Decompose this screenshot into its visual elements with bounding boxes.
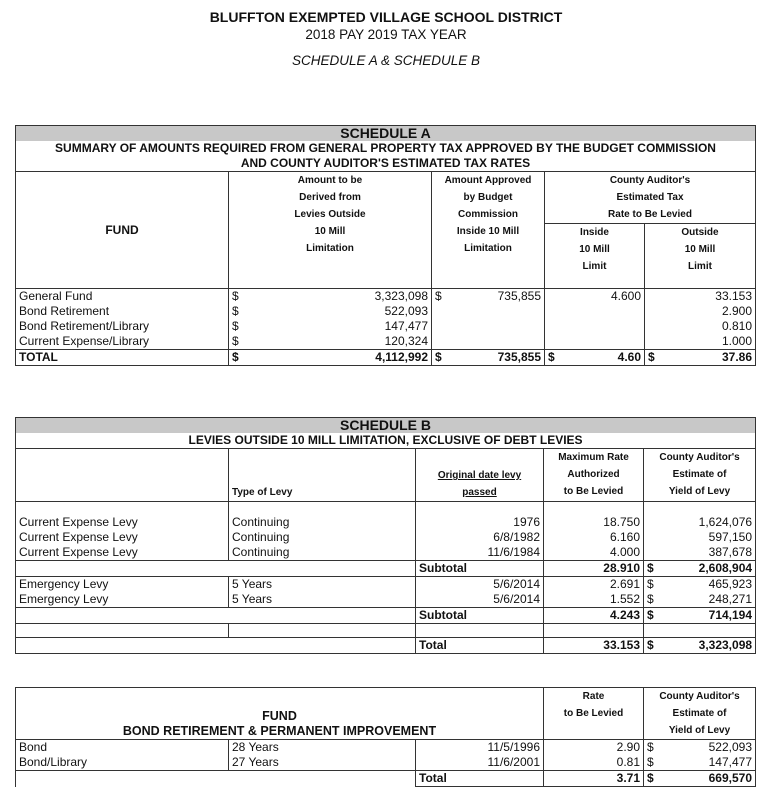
levy-rate: 18.750 (544, 515, 644, 530)
total-rate: 3.71 (544, 771, 644, 787)
document-subtitle: 2018 PAY 2019 TAX YEAR (305, 27, 467, 42)
schedule-a-table (15, 125, 756, 366)
levy-type: Continuing (229, 515, 416, 530)
col-rate-header: Rate to Be Levied (544, 688, 644, 740)
fund-name: Bond Retirement (16, 304, 229, 319)
subtotal-rate: 28.910 (544, 561, 644, 577)
bond-yield: $ 147,477 (644, 755, 756, 771)
col-fund-header: FUND (16, 172, 229, 289)
levy-type: 5 Years (229, 592, 416, 608)
total-label: TOTAL (16, 350, 229, 366)
levy-yield: $ 465,923 (644, 577, 756, 593)
approved-amount: $ 735,855 (432, 289, 545, 305)
levy-name: Current Expense Levy (16, 515, 229, 530)
schedule-a-total-row (16, 350, 756, 366)
outside-rate: 2.900 (645, 304, 756, 319)
bond-date: 11/5/1996 (416, 740, 544, 756)
inside-rate (545, 334, 645, 350)
approved-amount (432, 304, 545, 319)
total-yield: $ 669,570 (644, 771, 756, 787)
outside-amount: $ 147,477 (229, 319, 432, 334)
fund-name: General Fund (16, 289, 229, 305)
levy-rate: 1.552 (544, 592, 644, 608)
inside-rate (545, 304, 645, 319)
total-rate: 33.153 (544, 638, 644, 654)
bond-name: Bond/Library (16, 755, 229, 771)
outside-amount: $ 120,324 (229, 334, 432, 350)
bond-name: Bond (16, 740, 229, 756)
levy-row (16, 592, 756, 608)
schedule-b-caption: LEVIES OUTSIDE 10 MILL LIMITATION, EXCLUSIVE OF DEBT LEVIES (16, 433, 756, 449)
subtotal-label: Subtotal (416, 608, 544, 624)
col-date-header: Original date levy passed (416, 449, 544, 502)
levy-row (16, 545, 756, 561)
approved-amount (432, 334, 545, 350)
total-inside: $ 4.60 (545, 350, 645, 366)
levy-name: Current Expense Levy (16, 530, 229, 545)
levy-rate: 4.000 (544, 545, 644, 561)
levy-rate: 2.691 (544, 577, 644, 593)
levy-name: Current Expense Levy (16, 545, 229, 561)
total-yield: $ 3,323,098 (644, 638, 756, 654)
outside-rate: 1.000 (645, 334, 756, 350)
levy-type: 5 Years (229, 577, 416, 593)
col-auditor-header: County Auditor's Estimated Tax Rate to Be Levied (545, 172, 756, 224)
fund-name: Current Expense/Library (16, 334, 229, 350)
col-approved-header: Amount Approved by Budget Commission Inside 10 Mill Limitation (432, 172, 545, 289)
levy-type: Continuing (229, 530, 416, 545)
subtotal-yield: $ 714,194 (644, 608, 756, 624)
subtotal-row (16, 561, 756, 577)
outside-rate: 0.810 (645, 319, 756, 334)
schedule-a-row (16, 289, 756, 305)
levy-row (16, 577, 756, 593)
total-label: Total (416, 771, 544, 787)
levy-yield: 1,624,076 (644, 515, 756, 530)
inside-rate: 4.600 (545, 289, 645, 305)
total-outside: $ 4,112,992 (229, 350, 432, 366)
schedules-heading: SCHEDULE A & SCHEDULE B (291, 53, 481, 68)
approved-amount (432, 319, 545, 334)
subtotal-yield: $ 2,608,904 (644, 561, 756, 577)
blank-header-cell (16, 449, 229, 502)
document-title: BLUFFTON EXEMPTED VILLAGE SCHOOL DISTRICT (209, 9, 563, 25)
col-max-rate-header: Maximum Rate Authorized to Be Levied (544, 449, 644, 502)
outside-amount: $ 522,093 (229, 304, 432, 319)
total-outside-rate: $ 37.86 (645, 350, 756, 366)
schedule-a-band: SCHEDULE A (16, 126, 756, 142)
col-type-header: Type of Levy (229, 449, 416, 502)
levy-rate: 6.160 (544, 530, 644, 545)
inside-rate (545, 319, 645, 334)
levy-row (16, 530, 756, 545)
levy-type: Continuing (229, 545, 416, 561)
levy-date: 11/6/1984 (416, 545, 544, 561)
bond-rate: 0.81 (544, 755, 644, 771)
bond-table (15, 687, 756, 787)
schedule-b-band: SCHEDULE B (16, 418, 756, 434)
levy-yield: 597,150 (644, 530, 756, 545)
col-inside-header: Inside 10 Mill Limit (545, 224, 645, 289)
bond-term: 27 Years (229, 755, 416, 771)
subtotal-label: Subtotal (416, 561, 544, 577)
fund-name: Bond Retirement/Library (16, 319, 229, 334)
levy-name: Emergency Levy (16, 592, 229, 608)
total-approved: $ 735,855 (432, 350, 545, 366)
col-outside-header: Amount to be Derived from Levies Outside 10 Mill Limitation (229, 172, 432, 289)
outside-amount: $ 3,323,098 (229, 289, 432, 305)
schedule-a-row (16, 319, 756, 334)
outside-rate: 33.153 (645, 289, 756, 305)
bond-row (16, 755, 756, 771)
bond-rate: 2.90 (544, 740, 644, 756)
bond-yield: $ 522,093 (644, 740, 756, 756)
col-yield-header: County Auditor's Estimate of Yield of Levy (644, 688, 756, 740)
schedule-a-row (16, 304, 756, 319)
schedule-b-table (15, 417, 756, 654)
bond-date: 11/6/2001 (416, 755, 544, 771)
schedule-b-total-row (16, 638, 756, 654)
levy-name: Emergency Levy (16, 577, 229, 593)
bond-total-row (16, 771, 756, 787)
bond-term: 28 Years (229, 740, 416, 756)
levy-row (16, 515, 756, 530)
levy-yield: 387,678 (644, 545, 756, 561)
levy-date: 5/6/2014 (416, 592, 544, 608)
bond-row (16, 740, 756, 756)
levy-date: 5/6/2014 (416, 577, 544, 593)
total-label: Total (416, 638, 544, 654)
bond-header: FUND BOND RETIREMENT & PERMANENT IMPROVEMENT (16, 688, 544, 740)
schedule-a-caption: SUMMARY OF AMOUNTS REQUIRED FROM GENERAL PROPERTY TAX APPROVED BY THE BUDGET COMMISSION AND COUNTY AUDITOR'S ESTIMATED TAX RATES (16, 141, 756, 172)
levy-date: 1976 (416, 515, 544, 530)
subtotal-row (16, 608, 756, 624)
col-outside-limit-header: Outside 10 Mill Limit (645, 224, 756, 289)
subtotal-rate: 4.243 (544, 608, 644, 624)
levy-yield: $ 248,271 (644, 592, 756, 608)
col-yield-header: County Auditor's Estimate of Yield of Levy (644, 449, 756, 502)
levy-date: 6/8/1982 (416, 530, 544, 545)
schedule-a-row (16, 334, 756, 350)
